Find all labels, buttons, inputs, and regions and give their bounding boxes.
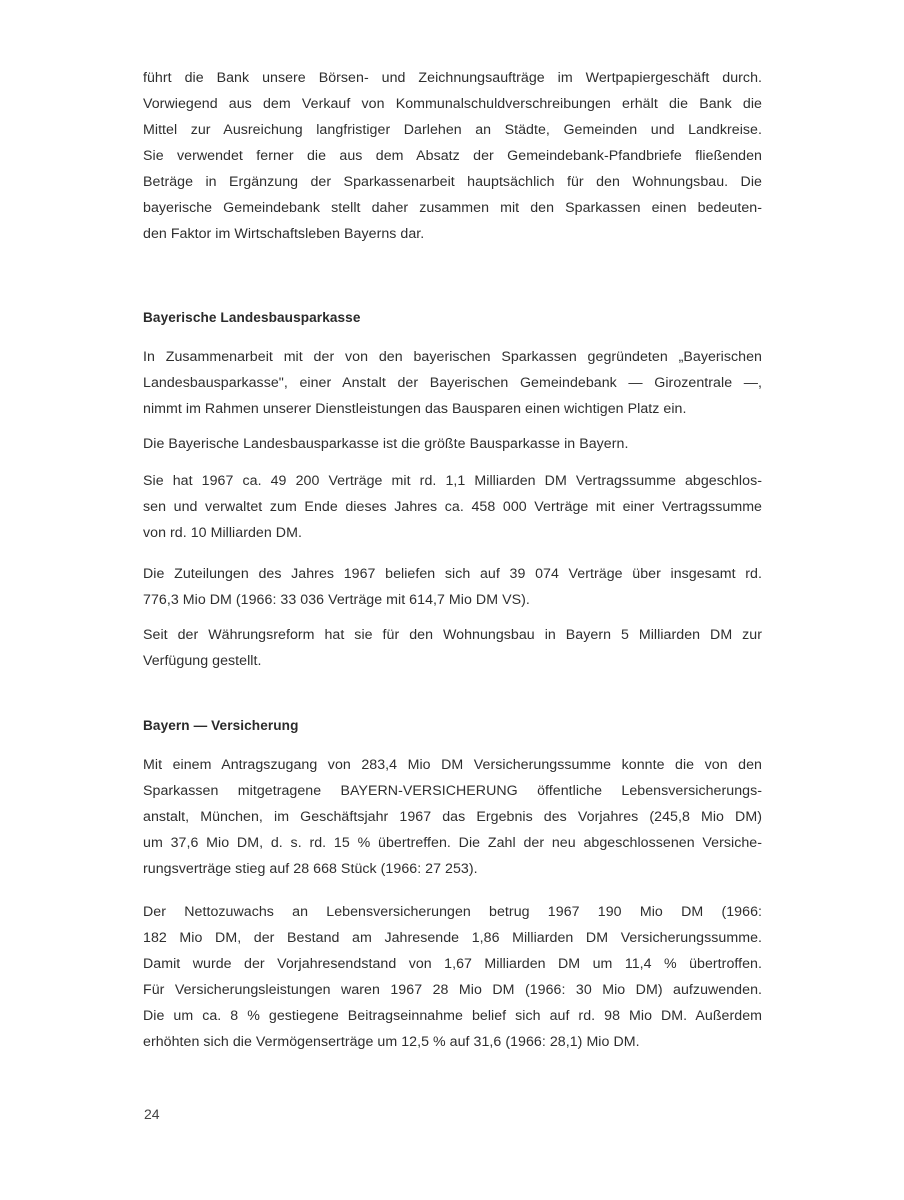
text-line: sen und verwaltet zum Ende dieses Jahres ca. 458 000 Verträge mit einer Vertragssumme xyxy=(143,499,762,515)
text-line: Beträge in Ergänzung der Sparkassenarbeit hauptsächlich für den Wohnungsbau. Die xyxy=(143,174,762,190)
text-line: Sparkassen mitgetragene BAYERN-VERSICHERUNG öffentliche Lebensversicherungs- xyxy=(143,783,762,799)
text-line: Für Versicherungsleistungen waren 1967 28 Mio DM (1966: 30 Mio DM) aufzuwenden. xyxy=(143,982,762,998)
text-line: Landesbausparkasse", einer Anstalt der Bayerischen Gemeindebank — Girozentrale —, xyxy=(143,375,762,391)
text-line: In Zusammenarbeit mit der von den bayerischen Sparkassen gegründeten „Bayerischen xyxy=(143,349,762,365)
versicherung-paragraph-1 xyxy=(143,752,762,882)
text-line: 182 Mio DM, der Bestand am Jahresende 1,86 Milliarden DM Versicherungssumme. xyxy=(143,930,762,946)
text-line: Mit einem Antragszugang von 283,4 Mio DM Versicherungssumme konnte die von den xyxy=(143,757,762,773)
versicherung-paragraph-2 xyxy=(143,899,762,1055)
text-line: um 37,6 Mio DM, d. s. rd. 15 % übertreffen. Die Zahl der neu abgeschlossenen Versiche- xyxy=(143,835,762,851)
text-line: von rd. 10 Milliarden DM. xyxy=(143,525,302,541)
text-line: Seit der Währungsreform hat sie für den Wohnungsbau in Bayern 5 Milliarden DM zur xyxy=(143,627,762,643)
text-line: anstalt, München, im Geschäftsjahr 1967 das Ergebnis des Vorjahres (245,8 Mio DM) xyxy=(143,809,762,825)
text-line: Sie hat 1967 ca. 49 200 Verträge mit rd. 1,1 Milliarden DM Vertragssumme abgeschlos- xyxy=(143,473,762,489)
text-line: Die um ca. 8 % gestiegene Beitragseinnahme belief sich auf rd. 98 Mio DM. Außerdem xyxy=(143,1008,762,1024)
landesbausparkasse-paragraph-3 xyxy=(143,468,762,546)
section-heading-landesbausparkasse: Bayerische Landesbausparkasse xyxy=(143,310,361,325)
landesbausparkasse-paragraph-1 xyxy=(143,344,762,422)
text-line: erhöhten sich die Vermögenserträge um 12,5 % auf 31,6 (1966: 28,1) Mio DM. xyxy=(143,1034,640,1050)
text-line: Vorwiegend aus dem Verkauf von Kommunalschuldverschreibungen erhält die Bank die xyxy=(143,96,762,112)
text-line: 776,3 Mio DM (1966: 33 036 Verträge mit 614,7 Mio DM VS). xyxy=(143,592,530,608)
text-line: Die Bayerische Landesbausparkasse ist die größte Bausparkasse in Bayern. xyxy=(143,436,629,452)
text-line: Mittel zur Ausreichung langfristiger Darlehen an Städte, Gemeinden und Landkreise. xyxy=(143,122,762,138)
landesbausparkasse-paragraph-4 xyxy=(143,561,762,613)
text-line: Verfügung gestellt. xyxy=(143,653,262,669)
section-heading-versicherung: Bayern — Versicherung xyxy=(143,718,299,733)
text-line: Die Zuteilungen des Jahres 1967 beliefen sich auf 39 074 Verträge über insgesamt rd. xyxy=(143,566,762,582)
landesbausparkasse-paragraph-5 xyxy=(143,622,762,674)
intro-paragraph xyxy=(143,65,762,247)
text-line: nimmt im Rahmen unserer Dienstleistungen das Bausparen einen wichtigen Platz ein. xyxy=(143,401,687,417)
text-line: Der Nettozuwachs an Lebensversicherungen betrug 1967 190 Mio DM (1966: xyxy=(143,904,762,920)
text-line: führt die Bank unsere Börsen- und Zeichnungsaufträge im Wertpapiergeschäft durch. xyxy=(143,70,762,86)
text-line: bayerische Gemeindebank stellt daher zusammen mit den Sparkassen einen bedeuten- xyxy=(143,200,762,216)
text-line: Damit wurde der Vorjahresendstand von 1,67 Milliarden DM um 11,4 % übertroffen. xyxy=(143,956,762,972)
text-line: rungsverträge stieg auf 28 668 Stück (1966: 27 253). xyxy=(143,861,478,877)
text-line: Sie verwendet ferner die aus dem Absatz der Gemeindebank-Pfandbriefe fließenden xyxy=(143,148,762,164)
page-number: 24 xyxy=(144,1106,160,1122)
landesbausparkasse-paragraph-2 xyxy=(143,431,762,457)
text-line: den Faktor im Wirtschaftsleben Bayerns dar. xyxy=(143,226,425,242)
